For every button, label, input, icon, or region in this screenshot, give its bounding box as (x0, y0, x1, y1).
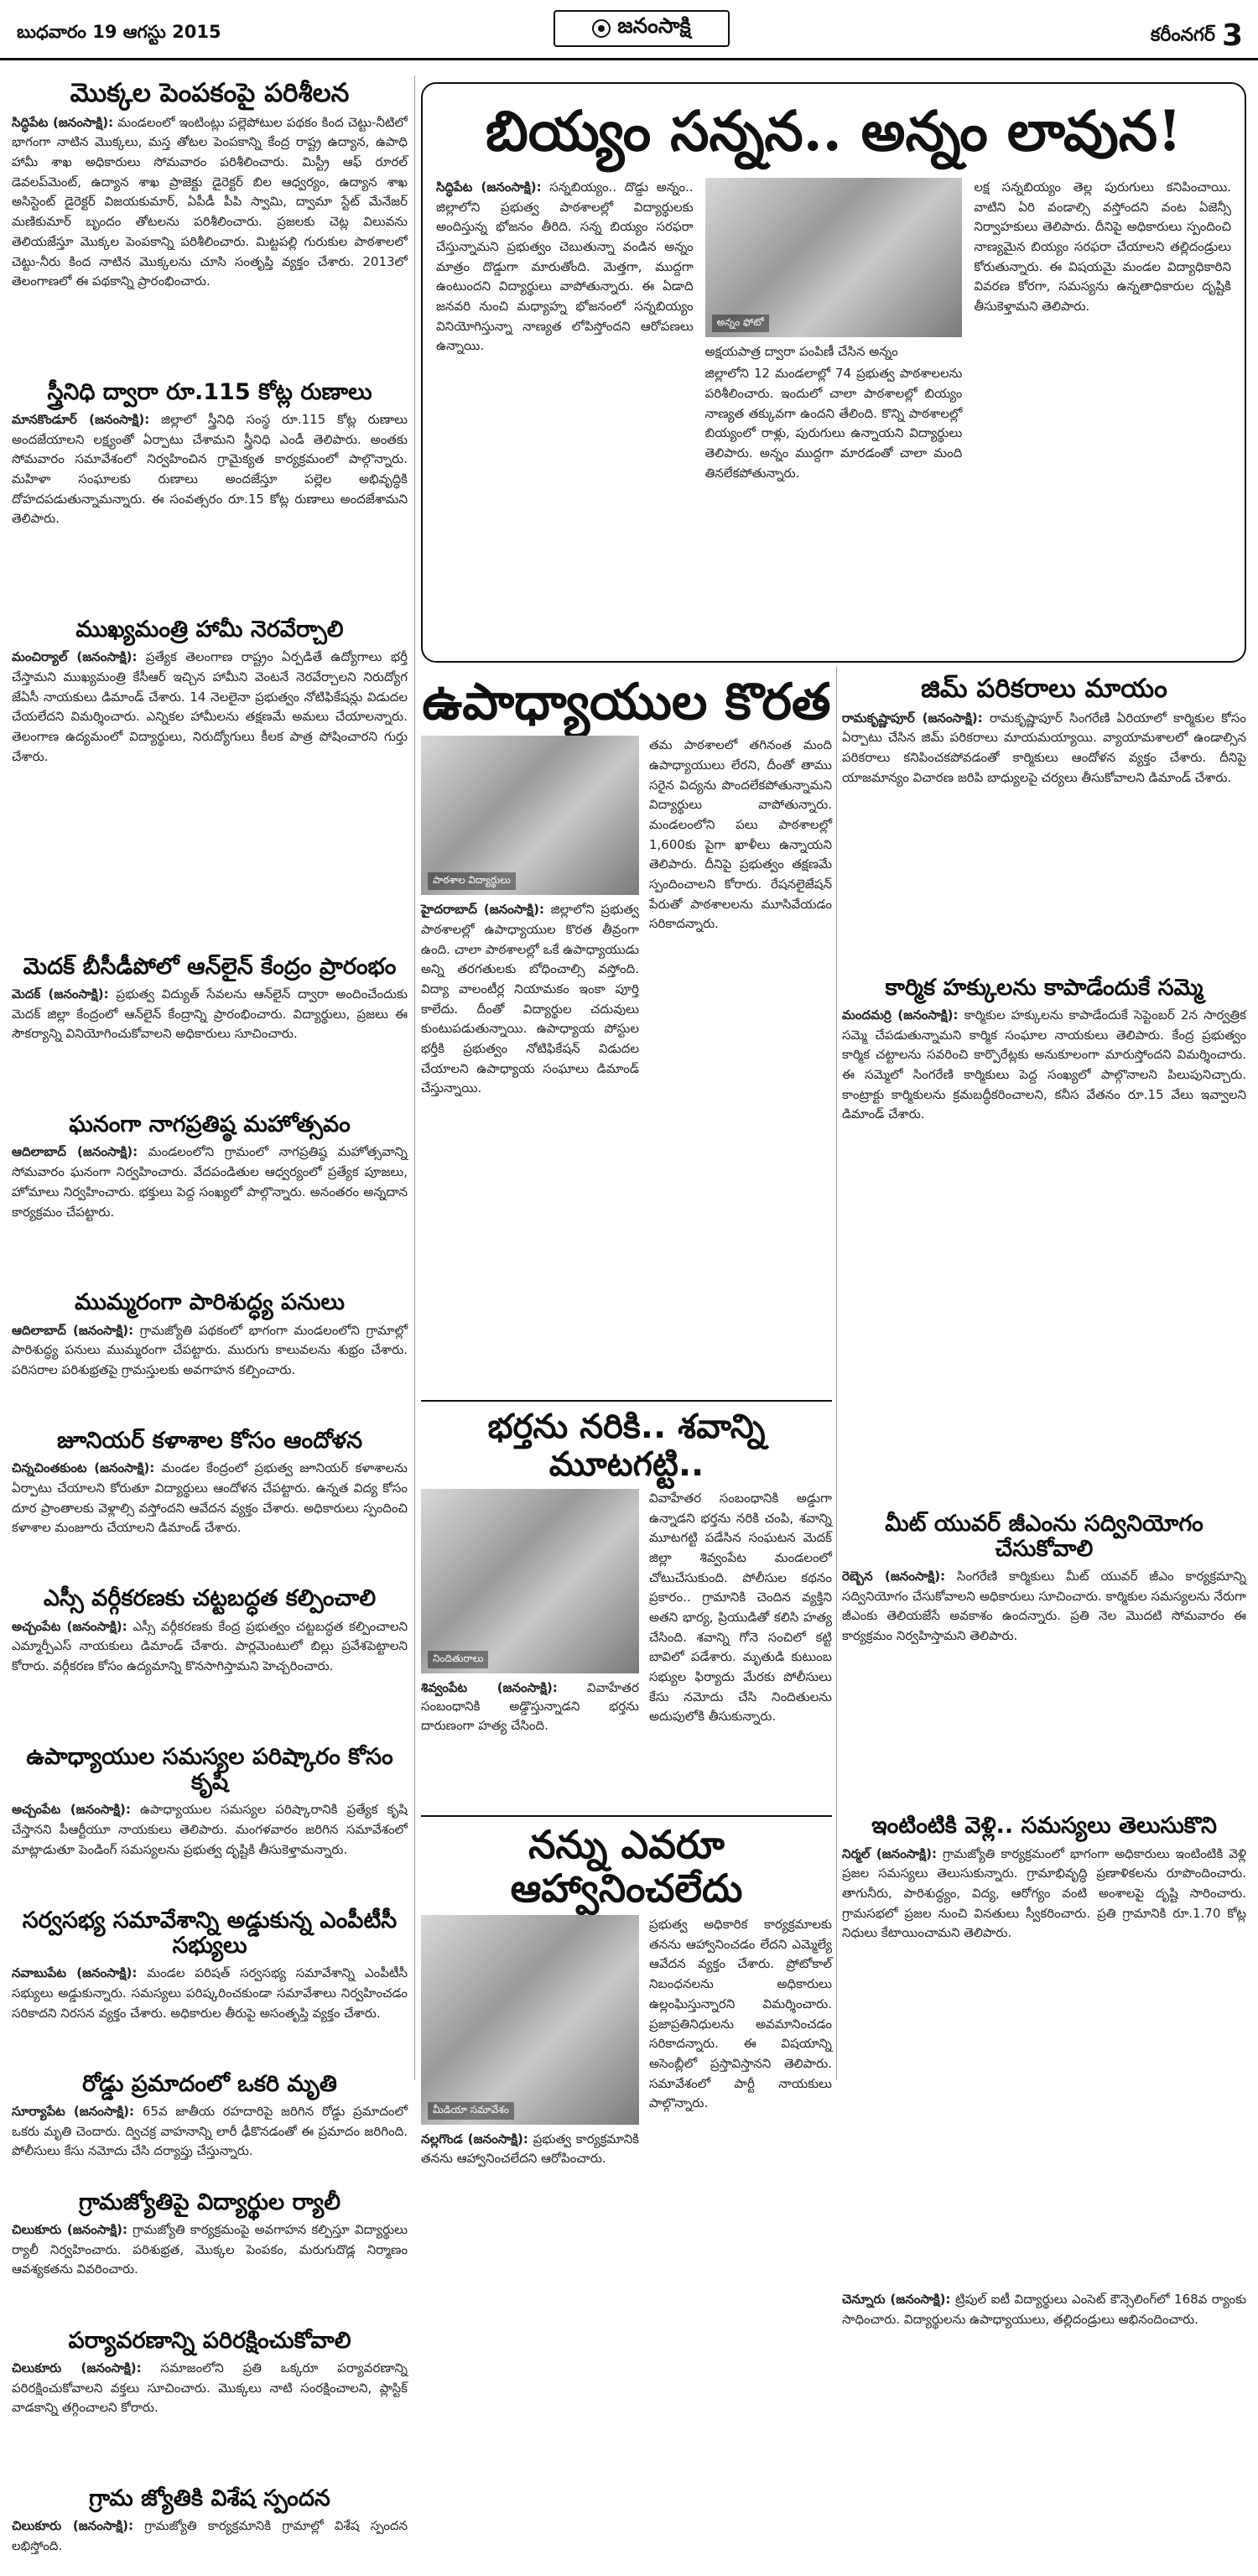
brief-text: ప్రత్యేక తెలంగాణ రాష్ట్రం ఏర్పడితే ఉద్యోగాలు భర్తీ చేస్తామని ముఖ్యమంత్రి కేసీఆర్ ఇచ్చిన హామీని వెంటనే నెరవేర్చాలని నిరుద్యోగ జేఏసీ నాయకులు డిమాండ్ చేశారు. 14 నెలలైనా ప్రభుత్వం నోటిఫికేషన్లు విడుదల చేయలేదని విమర్శించారు. ఎన్నికల హామీలను తక్షణమే అమలు చేయాలన్నారు. తెలంగాణ ఉద్యమంలో విద్యార్థులు, నిరుద్యోగులు కీలక పాత్ర పోషించారని గుర్తు చేశారు. (12, 649, 408, 764)
news-brief (842, 976, 1246, 1503)
brief-text: ఎస్సీ వర్గీకరణకు కేంద్ర ప్రభుత్వం చట్టబద్ధత కల్పించాలని ఎమ్మార్పీఎస్ నాయకులు డిమాండ్ చేశారు. పార్లమెంటులో బిల్లు ప్రవేశపెట్టాలని కోరారు. వర్గీకరణ కోసం ఉద్యమాన్ని కొనసాగిస్తామని హెచ్చరించారు. (12, 1618, 408, 1674)
brief-body (12, 2359, 408, 2478)
teachers-story (421, 674, 832, 1392)
teachers-text-1: జిల్లాలోని ప్రభుత్వ పాఠశాలల్లో ఉపాధ్యాయుల కొరత తీవ్రంగా ఉంది. చాలా పాఠశాలల్లో ఒకే ఉపాధ్యాయుడు అన్ని తరగతులకు బోధించాల్సి వస్తోంది. విద్యా వాలంటీర్ల నియామకం ఇంకా పూర్తి కాలేదు. దీంతో విద్యార్థుల చదువులు కుంటుపడుతున్నాయి. ఉపాధ్యాయ పోస్టుల భర్తీకి ప్రభుత్వం నోటిఫికేషన్ విడుదల చేయాలని ఉపాధ్యాయ సంఘాలు డిమాండ్ చేస్తున్నాయి. (421, 902, 639, 1096)
husband-headline: భర్తను నరికి.. శవాన్ని మూటగట్టి.. (487, 1408, 766, 1485)
brief-headline: జిమ్ పరికరాలు మాయం (921, 674, 1167, 704)
brief-headline: రోడ్డు ప్రమాదంలో ఒకరి మృతి (82, 2070, 337, 2097)
brief-text: కార్మికుల హక్కులను కాపాడేందుకే సెప్టెంబర్ 2న సార్వత్రిక సమ్మె చేపడుతున్నామని కార్మిక సంఘాల నాయకులు తెలిపారు. కేంద్ర ప్రభుత్వం కార్మిక చట్టాలను సవరించి కార్పొరేట్లకు అనుకూలంగా మారుస్తోందని విమర్శించారు. ఈ సమ్మెలో సింగరేణి కార్మికులు పెద్ద సంఖ్యలో పాల్గొనాలని పిలుపునిచ్చారు. కాంట్రాక్టు కార్మికులను క్రమబద్ధీకరించాలని, కనీస వేతనం రూ.15 వేలు ఇవ్వాలని డిమాండ్ చేశారు. (842, 1007, 1246, 1122)
brief-headline: సర్వసభ్య సమావేశాన్ని అడ్డుకున్న ఎంపీటీసీ సభ్యులు (22, 1907, 398, 1959)
lead-photo (705, 178, 963, 337)
teachers-text-2: తమ పాఠశాలలో తగినంత మంది ఉపాధ్యాయులు లేరని, దీంతో తాము సరైన విద్యను పొందలేకపోతున్నామని విద్యార్థులు వాపోతున్నారు. మండలంలోని పలు పాఠశాలల్లో 1,600కు పైగా ఖాళీలు ఉన్నాయని తెలిపారు. దీనిపై ప్రభుత్వం తక్షణమే స్పందించాలని కోరారు. రేషనలైజేషన్ పేరుతో పాఠశాలలను మూసివేయడం సరికాదన్నారు. (649, 737, 832, 932)
brief-body (12, 1964, 408, 2063)
dateline: హైదరాబాద్ (జనంసాక్షి): (421, 902, 544, 918)
brief-body (842, 2290, 1246, 2429)
divider (421, 1815, 832, 1817)
edition-name: కరీంనగర్ (1150, 24, 1215, 46)
emblem-icon (592, 19, 611, 38)
news-brief (12, 1429, 408, 1578)
dateline: ఆదిలాబాద్ (జనంసాక్షి): (12, 1322, 134, 1338)
photo-label: అన్నం ఫోటో (712, 315, 769, 332)
news-brief (12, 955, 408, 1104)
teachers-headline: ఉపాధ్యాయుల కొరత (422, 673, 831, 731)
brief-headline: మెదక్ బీసీడీపోలో ఆన్‌లైన్ కేంద్రం ప్రారంభం (23, 953, 397, 980)
brief-text: మండలంలోని గ్రామంలో నాగప్రతిష్ఠ మహోత్సవాన్ని సోమవారం ఘనంగా నిర్వహించారు. వేదపండితుల ఆధ్వర్యంలో ప్రత్యేక పూజలు, హోమాలు నిర్వహించారు. భక్తులు పెద్ద సంఖ్యలో పాల్గొన్నారు. అనంతరం అన్నదాన కార్యక్రమం చేపట్టారు. (12, 1144, 408, 1220)
news-brief (842, 674, 1246, 967)
brief-text: ట్రిపుల్ ఐటీ విద్యార్థులు ఎంసెట్ కౌన్సెలింగ్‌లో 168వ ర్యాంకు సాధించారు. విద్యార్థులను ఉపాధ్యాయులు, తల్లిదండ్రులు అభినందించారు. (842, 2292, 1246, 2327)
brief-body (12, 2102, 408, 2182)
brief-text: మండలంలో ఇంటింట్లు పల్లెపోటుల పథకం కింద చెట్టు-నీటిలో భాగంగా నాటిన మొక్కలు, మస్త తోటల పెంపకాన్ని కేంద్ర రాష్ట్ర ఉద్యాన, ఉపాధి హామీ శాఖ అధికారులు సోమవారం పరిశీలించారు. మిస్ట్రీ ఆఫ్ రూరల్ డెవలప్‌మెంట్, ఉద్యాన శాఖ ప్రాజెక్టు డైరెక్టర్ బిల ఆధ్వర్యం, ఉద్యాన శాఖ అసిస్టెంట్ డైరెక్టర్ విజయకుమార్, ఏపీడీ పీపి స్వామి, ద్వామా స్టేట్ మేనేజర్ మణికుమార్ బృందం తోటలను పరిశీలించారు. ప్రజలకు చెట్ల విలువను తెలియజేస్తూ మొక్కల పెంపకాన్ని పరిశీలించారు. మిట్టపల్లి గురుకుల పాఠశాలలో చెట్టు-నీరు కింద నాటిన మొక్కలను చూసి సంతృప్తి వ్యక్తం చేశారు. 2013లో తెలంగాణలో ఈ పథకాన్ని ప్రారంభించారు. (12, 114, 408, 289)
brief-body (842, 1006, 1246, 1503)
masthead (0, 0, 1258, 60)
dateline: మంచిర్యాల్ (జనంసాక్షి): (12, 649, 138, 665)
news-brief (12, 1112, 408, 1282)
not-invited-story (421, 1824, 832, 2253)
right-column (842, 671, 1246, 2327)
lead-headline: బియ్యం సన్నన.. అన్నం లావున! (485, 98, 1183, 164)
dateline: చెన్నూరు (జనంసాక్షి): (842, 2292, 951, 2308)
left-column (12, 75, 408, 2553)
press-meet-photo (421, 1915, 639, 2125)
news-brief (12, 2072, 408, 2182)
brief-text: సింగరేణి కార్మికులు మీట్ యువర్ జీఎం కార్యక్రమాన్ని సద్వినియోగం చేసుకోవాలని అధికారులు సూచించారు. కార్మికుల సమస్యలను నేరుగా జీఎంకు తెలియజేసే అవకాశం ఉందన్నారు. ప్రతి నెల మొదటి సోమవారం ఈ కార్యక్రమం నిర్వహిస్తామని తెలిపారు. (842, 1569, 1246, 1644)
news-brief (842, 1814, 1246, 2282)
news-brief (12, 617, 408, 946)
lead-col-2 (705, 178, 963, 623)
brief-text: జిల్లాలో స్త్రీనిధి సంస్థ రూ.115 కోట్ల రుణాలు అందజేయాలని లక్ష్యంతో ఏర్పాటు చేశామని స్త్రీనిధి ఎండీ తెలిపారు. అంతకు సోమవారం సమావేశంలో నిర్వహించిన గ్రామైక్యత కార్యక్రమంలో పాల్గొన్నారు. మహిళా సంఘాలకు రుణాలు అందజేస్తూ పల్లెల అభివృద్ధికి దోహదపడుతున్నామన్నారు. ఈ సంవత్సరం రూ.15 కోట్ల రుణాలు అందజేశామని తెలిపారు. (12, 412, 408, 527)
brief-headline: పర్యావరణాన్ని పరిరక్షించుకోవాలి (68, 2327, 351, 2354)
brief-headline: గ్రామ జ్యోతికి విశేష స్పందన (89, 2485, 330, 2512)
brief-body (842, 1845, 1246, 2282)
dateline: చిలుకూరు (జనంసాక్షి): (12, 2360, 142, 2376)
brief-headline: మీట్ యువర్ జీఎంను సద్వినియోగం చేసుకోవాలి (885, 1510, 1203, 1562)
not-invited-headline: నన్ను ఎవరూ ఆహ్వానించలేదు (510, 1822, 743, 1911)
brief-headline: స్త్రీనిధి ద్వారా రూ.115 కోట్ల రుణాలు (47, 378, 372, 405)
brief-body (842, 709, 1246, 967)
brief-body (12, 2516, 408, 2576)
dateline: నిర్మల్ (జనంసాక్షి): (842, 1845, 937, 1861)
news-brief (12, 2190, 408, 2320)
brief-text: మండల కేంద్రంలో ప్రభుత్వ జూనియర్ కళాశాలను ఏర్పాటు చేయాలని కోరుతూ విద్యార్థులు ఆందోళన చేపట్టారు. ఉన్నత విద్య కోసం దూర ప్రాంతాలకు వెళ్లాల్సి వస్తోందని ఆవేదన వ్యక్తం చేశారు. అధికారులు స్పందించి కళాశాల మంజూరు చేయాలని డిమాండ్ చేశారు. (12, 1460, 408, 1536)
brief-headline: ఎస్సీ వర్గీకరణకు చట్టబద్ధత కల్పించాలి (43, 1585, 377, 1612)
brief-headline: ఇంటింటికి వెళ్లి.. సమస్యలు తెలుసుకొని (871, 1813, 1217, 1840)
brief-headline: కార్మిక హక్కులను కాపాడేందుకే సమ్మె (885, 974, 1203, 1001)
lead-text-2: జిల్లాలోని 12 మండలాల్లో 74 ప్రభుత్వ పాఠశాలలను పరిశీలించారు. ఇందులో చాలా పాఠశాలల్లో బియ్యం నాణ్యత తక్కువగా ఉందని తేలింది. కొన్ని పాఠశాలల్లో బియ్యంలో రాళ్లు, పురుగులు ఉన్నాయని విద్యార్థులు తెలిపారు. అన్నం ముద్దగా మారడంతో చాలా మంది తినలేకపోతున్నారు. (704, 366, 963, 481)
brief-body (12, 1459, 408, 1578)
lead-text-1: సన్నబియ్యం.. దొడ్డు అన్నం.. జిల్లాలోని ప్రభుత్వ పాఠశాలల్లో విద్యార్థులకు అందిస్తున్న భోజనం తీరిది. సన్న బియ్యం సరఫరా చేస్తున్నామని ప్రభుత్వం చెబుతున్నా వండిన అన్నం మాత్రం దొడ్డుగా మారుతోంది. మెత్తగా, ముద్దగా ఉంటుందని విద్యార్థులు వాపోతున్నారు. ఈ ఏడాది జనవరి నుంచి మధ్యాహ్న భోజనంలో సన్నబియ్యం వినియోగిస్తున్నా నాణ్యత లోపిస్తోందని ఆరోపణలు ఉన్నాయి. (436, 179, 694, 354)
dateline: అచ్చంపేట (జనంసాక్షి): (12, 1618, 127, 1634)
news-brief (12, 2329, 408, 2478)
brief-text: ఉపాధ్యాయుల సమస్యల పరిష్కారానికి ప్రత్యేక కృషి చేస్తానని పీఆర్టీయూ నాయకులు తెలిపారు. మంగళవారం జరిగిన సమావేశంలో మాట్లాడుతూ పెండింగ్ సమస్యలను ప్రభుత్వ దృష్టికి తీసుకెళ్తామన్నారు. (12, 1802, 408, 1857)
dateline: అచ్చంపేట (జనంసాక్షి): (12, 1802, 131, 1818)
news-brief (12, 1745, 408, 1900)
news-brief (12, 79, 408, 372)
brief-headline: ముమ్మరంగా పారిశుద్ధ్య పనులు (75, 1289, 345, 1316)
newspaper-logo[interactable] (554, 10, 730, 47)
middle-column (421, 671, 832, 2166)
not-invited-text: ప్రభుత్వ అధికారిక కార్యక్రమాలకు తనను ఆహ్వానించడం లేదని ఎమ్మెల్యే ఆవేదన వ్యక్తం చేశారు. ప్రోటోకాల్ నిబంధనలను అధికారులు ఉల్లంఘిస్తున్నారని విమర్శించారు. ప్రజాప్రతినిధులను అవమానించడం సరికాదన్నారు. ఈ విషయాన్ని అసెంబ్లీలో ప్రస్తావిస్తానని తెలిపారు. సమావేశంలో పార్టీ నాయకులు పాల్గొన్నారు. (649, 1917, 832, 2111)
brief-body (12, 648, 408, 946)
brief-body (12, 1617, 408, 1736)
brief-text: మండల పరిషత్ సర్వసభ్య సమావేశాన్ని ఎంపీటీసీ సభ్యులు అడ్డుకున్నారు. సమస్యలు పరిష్కరించకుండా సమావేశాలు నిర్వహించడం సరికాదని నిరసన వ్యక్తం చేశారు. అధికారుల తీరుపై అసంతృప్తి వ్యక్తం చేశారు. (12, 1965, 408, 2021)
husband-photo (421, 1489, 639, 1673)
dateline: శివ్వంపేట (జనంసాక్షి): (421, 1679, 558, 1695)
brief-body (12, 2220, 408, 2320)
brief-headline: మొక్కల పెంపకంపై పరిశీలన (70, 78, 350, 108)
dateline: మెదక్ (జనంసాక్షి): (12, 986, 109, 1002)
lead-col-1 (436, 178, 694, 623)
brief-text: ప్రభుత్వ విద్యుత్ సేవలను ఆన్‌లైన్ ద్వారా అందించేందుకు మెదక్ జిల్లా కేంద్రంలో ఆన్‌లైన్ కేంద్రాన్ని ప్రారంభించారు. విద్యార్థులు, ప్రజలు ఈ సౌకర్యాన్ని వినియోగించుకోవాలని అధికారులు సూచించారు. (12, 986, 408, 1042)
husband-caption: వివాహేతర సంబంధానికి అడ్డొస్తున్నాడని భర్తను దారుణంగా హత్య చేసింది. (421, 1679, 639, 1733)
divider (421, 1400, 832, 1402)
dateline: నవాబుపేట (జనంసాక్షి): (12, 1965, 138, 1981)
brief-body (12, 1800, 408, 1900)
dateline: చిన్నచింతకుంట (జనంసాక్షి): (12, 1460, 155, 1476)
lead-text-3: లక్ష సన్నబియ్యం తెల్ల పురుగులు కనిపించాయి. వాటిని ఏరి వండాల్సి వస్తోందని వంట ఏజెన్సీ నిర్వాహకులు తెలిపారు. దీనిపై అధికారులు స్పందించి నాణ్యమైన బియ్యం సరఫరా చేయాలని తల్లిదండ్రులు కోరుతున్నారు. ఈ విషయమై మండల విద్యాధికారిని వివరణ కోరగా, సమస్యను ఉన్నతాధికారుల దృష్టికి తీసుకెళ్తామని తెలిపారు. (974, 179, 1232, 315)
lead-caption: అక్షయపాత్ర ద్వారా పంపిణీ చేసిన అన్నం (704, 343, 898, 359)
dateline: సూర్యాపేట (జనంసాక్షి): (12, 2104, 135, 2120)
news-brief (12, 380, 408, 609)
lead-col-3 (974, 178, 1231, 623)
brief-text: గ్రామజ్యోతి కార్యక్రమంలో భాగంగా అధికారులు ఇంటింటికి వెళ్లి ప్రజల సమస్యలు తెలుసుకున్నారు. గ్రామాభివృద్ధి ప్రణాళికలను రూపొందించారు. తాగునీరు, పారిశుద్ధ్యం, విద్య, ఆరోగ్యం వంటి అంశాలపై దృష్టి సారించారు. గ్రామసభలో ప్రజల నుంచి వినతులు స్వీకరించారు. ప్రతి గ్రామానికి రూ.1.70 కోట్ల నిధులు కేటాయించామని తెలిపారు. (842, 1845, 1246, 1941)
dateline: సిద్ధిపేట (జనంసాక్షి): (436, 179, 542, 195)
logo-text: జనంసాక్షి (617, 13, 691, 38)
photo-label: పాఠశాల విద్యార్థులు (428, 872, 516, 890)
news-brief (12, 1586, 408, 1736)
teachers-photo (421, 736, 639, 895)
dateline: రెబ్బెన (జనంసాక్షి): (842, 1569, 946, 1585)
news-brief (842, 1512, 1246, 1806)
husband-text: వివాహేతర సంబంధానికి అడ్డుగా ఉన్నాడని భర్తను నరికి చంపి, శవాన్ని మూటగట్టి పడేసిన సంఘటన మెదక్ జిల్లా శివ్వంపేట మండలంలో చోటుచేసుకుంది. పోలీసుల కథనం ప్రకారం.. గ్రామానికి చెందిన వ్యక్తిని అతని భార్య, ప్రియుడితో కలిసి హత్య చేసింది. శవాన్ని గోనె సంచిలో కట్టి బావిలో పడేశారు. మృతుడి కుటుంబ సభ్యుల ఫిర్యాదు మేరకు పోలీసులు కేసు నమోదు చేసి నిందితులను అదుపులోకి తీసుకున్నారు. (649, 1490, 832, 1725)
dateline: నల్లగొండ (జనంసాక్షి): (421, 2131, 528, 2147)
news-brief (842, 2290, 1246, 2429)
brief-headline: గ్రామజ్యోతిపై విద్యార్థుల ర్యాలీ (79, 2188, 340, 2215)
edition-region (1151, 18, 1243, 53)
photo-label: నిందితురాలు (428, 1651, 488, 1668)
husband-murder-story (421, 1408, 832, 1807)
issue-date: బుధవారం 19 ఆగస్టు 2015 (17, 22, 221, 42)
dateline: మందమర్రి (జనంసాక్షి): (842, 1007, 959, 1023)
news-brief (12, 2486, 408, 2576)
brief-body (12, 113, 408, 372)
news-brief (12, 1908, 408, 2063)
dateline: చిలుకూరు (జనంసాక్షి): (12, 2222, 127, 2238)
brief-text: గ్రామజ్యోతి కార్యక్రమంపై అవగాహన కల్పిస్తూ విద్యార్థులు ర్యాలీ నిర్వహించారు. పరిశుభ్రత, మొక్కల పెంపకం, మరుగుదొడ్ల నిర్మాణం ఆవశ్యకతను వివరించారు. (12, 2222, 408, 2277)
brief-text: సమాజంలోని ప్రతి ఒక్కరూ పర్యావరణాన్ని పరిరక్షించుకోవాలని వక్తలు సూచించారు. మొక్కలు నాటి సంరక్షించాలని, ప్లాస్టిక్ వాడకాన్ని తగ్గించాలని కోరారు. (12, 2360, 408, 2416)
brief-headline: ఉపాధ్యాయుల సమస్యల పరిష్కారం కోసం కృషి (26, 1743, 393, 1796)
brief-headline: ముఖ్యమంత్రి హామీ నెరవేర్చాలి (75, 617, 344, 643)
brief-body (12, 1142, 408, 1282)
brief-text: 65వ జాతీయ రహదారిపై జరిగిన రోడ్డు ప్రమాదంలో ఒకరు మృతి చెందారు. ద్విచక్ర వాహనాన్ని లారీ ఢీకొనడంతో ఈ ప్రమాదం జరిగింది. పోలీసులు కేసు నమోదు చేసి దర్యాప్తు చేస్తున్నారు. (12, 2104, 408, 2159)
page-number: 3 (1221, 18, 1243, 53)
brief-text: గ్రామజ్యోతి పథకంలో భాగంగా మండలంలోని గ్రామాల్లో పారిశుద్ధ్య పనులు ముమ్మరంగా చేపట్టారు. మురుగు కాలువలను శుభ్రం చేశారు. పరిసరాల పరిశుభ్రతపై గ్రామస్తులకు అవగాహన కల్పించారు. (12, 1322, 408, 1377)
news-brief (12, 1290, 408, 1420)
not-invited-caption: ప్రభుత్వ కార్యక్రమానికి తనను ఆహ్వానించలేదని ఆరోపించారు. (421, 2131, 639, 2166)
dateline: సిద్ధిపేట (జనంసాక్షి): (12, 114, 114, 130)
brief-text: గ్రామజ్యోతి కార్యక్రమానికి గ్రామాల్లో విశేష స్పందన లభిస్తోంది. (12, 2518, 408, 2553)
brief-headline: జూనియర్ కళాశాల కోసం ఆందోళన (56, 1428, 363, 1455)
brief-body (12, 985, 408, 1104)
dateline: రామకృష్ణాపూర్ (జనంసాక్షి): (842, 710, 983, 726)
photo-label: మీడియా సమావేశం (428, 2102, 514, 2120)
brief-body (842, 1567, 1246, 1805)
dateline: ఆదిలాబాద్ (జనంసాక్షి): (12, 1144, 138, 1160)
column-rule (414, 75, 415, 2080)
dateline: చిలుకూరు (జనంసాక్షి): (12, 2518, 134, 2534)
brief-body (12, 1321, 408, 1421)
lead-story (421, 82, 1246, 663)
column-rule (836, 667, 837, 2080)
brief-headline: ఘనంగా నాగప్రతిష్ఠ మహోత్సవం (69, 1111, 351, 1138)
dateline: మానకొండూర్ (జనంసాక్షి): (12, 412, 150, 428)
brief-body (12, 410, 408, 609)
brief-text: రామకృష్ణాపూర్ సింగరేణి ఏరియాలో కార్మికుల కోసం ఏర్పాటు చేసిన జిమ్ పరికరాలు మాయమయ్యాయి. వ్యాయామశాలలో ఉండాల్సిన పరికరాలు కనిపించకపోవడంతో కార్మికులు ఆందోళన వ్యక్తం చేశారు. దీనిపై యాజమాన్యం విచారణ జరిపి బాధ్యులపై చర్యలు తీసుకోవాలని డిమాండ్ చేశారు. (842, 710, 1246, 785)
